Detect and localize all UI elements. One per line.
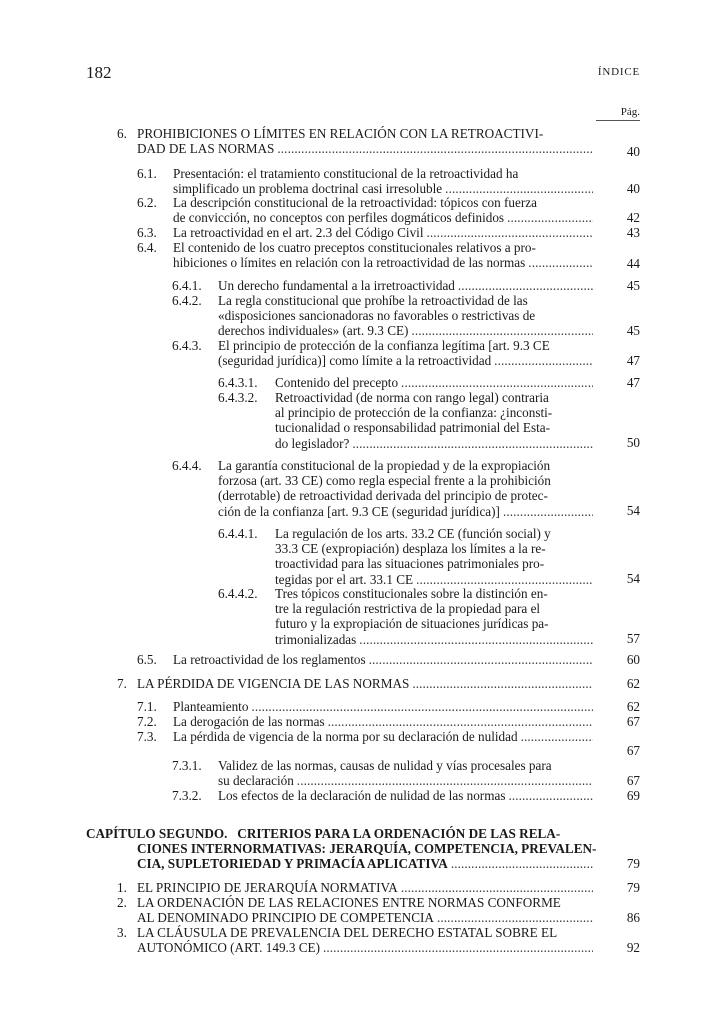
entry-number: 6.3. (137, 225, 157, 240)
leader-dots (494, 353, 593, 368)
leader-dots (277, 141, 593, 156)
entry-page: 69 (626, 788, 640, 803)
leader-dots (352, 436, 593, 451)
page-number: 182 (86, 63, 112, 82)
leader-dots (401, 880, 593, 895)
leader-dots (528, 255, 593, 270)
entry-number: 7.2. (137, 714, 157, 729)
entry-title: Contenido del precepto . . . (275, 375, 596, 390)
entry-title: LA CLÁUSULA DE PREVALENCIA DEL DERECHO ESTATAL SOBRE EL AUTONÓMICO (ART. 149.3 CE) . . . (137, 925, 596, 955)
entry-title: Tres tópicos constitucionales sobre la distinción en- tre la regulación restrictiva de la propiedad para el futuro y la expropiación de situaciones jurídicas pa- trimonializadas . . . (275, 586, 596, 647)
entry-title: Los efectos de la declaración de nulidad de las normas . . . (218, 788, 596, 803)
entry-number: 6.2. (137, 195, 157, 210)
entry-number: 7.3. (137, 729, 157, 744)
entry-page: 62 (626, 699, 640, 714)
entry-page: 86 (626, 910, 640, 925)
entry-page: 42 (626, 210, 640, 225)
entry-number: 6.4.1. (172, 278, 202, 293)
entry-page: 40 (626, 181, 640, 196)
entry-number: 6.1. (137, 166, 157, 181)
entry-page: 47 (626, 375, 640, 390)
entry-number: 6.5. (137, 652, 157, 667)
entry-title: CAPÍTULO SEGUNDO. CRITERIOS PARA LA ORDENACIÓN DE LAS RELA- CIONES INTERNORMATIVAS: JERARQUÍA, COMPETENCIA, PREVALEN- CIA, SUPLETORIEDAD Y PRIMACÍA APLICATIVA . . . (86, 826, 596, 872)
entry-number: 6. (117, 126, 127, 141)
leader-dots (503, 504, 593, 519)
leader-dots (507, 210, 593, 225)
entry-number: 1. (117, 880, 127, 895)
entry-page: 44 (626, 256, 640, 271)
leader-dots (451, 856, 593, 871)
leader-dots (297, 773, 593, 788)
entry-title: La regla constitucional que prohíbe la retroactividad de las «disposiciones sancionadoras no favorables o restrictivas de derechos individuales» (art. 9.3 CE) . . . (218, 293, 596, 339)
leader-dots (437, 910, 593, 925)
leader-dots (411, 323, 593, 338)
entry-page: 47 (626, 353, 640, 368)
entry-number: 6.4.3.1. (218, 375, 258, 390)
entry-title: EL PRINCIPIO DE JERARQUÍA NORMATIVA . . . (137, 880, 596, 895)
entry-number: 6.4.3. (172, 338, 202, 353)
entry-number: 6.4.4.2. (218, 586, 258, 601)
entry-number: 3. (117, 925, 127, 940)
leader-dots (508, 788, 593, 803)
entry-page: 79 (626, 856, 640, 871)
leader-dots (359, 632, 593, 647)
leader-dots (369, 652, 593, 667)
entry-title: La regulación de los arts. 33.2 CE (función social) y 33.3 CE (expropiación) desplaza los límites a la re- troactividad para las situaciones patrimoniales pro- tegidas por el art. 33.1 CE . . . (275, 526, 596, 587)
leader-dots (427, 225, 594, 240)
page-column-header: Pág. (596, 106, 640, 121)
entry-title: La retroactividad en el art. 2.3 del Código Civil . . . (173, 225, 596, 240)
entry-page: 54 (626, 571, 640, 586)
leader-dots (416, 572, 593, 587)
leader-dots (412, 676, 593, 691)
entry-title: La descripción constitucional de la retroactividad: tópicos con fuerza de convicción, no conceptos con perfiles dogmáticos definidos . . . (173, 195, 596, 225)
entry-title: La retroactividad de los reglamentos . . . (173, 652, 596, 667)
entry-page: 50 (626, 435, 640, 450)
entry-page: 54 (626, 503, 640, 518)
leader-dots (328, 714, 593, 729)
entry-title: Retroactividad (de norma con rango legal) contraria al principio de protección de la confianza: ¿inconsti- tucionalidad o responsabilidad patrimonial del Esta- do legislador? . . . (275, 390, 596, 451)
entry-number: 6.4.4.1. (218, 526, 258, 541)
entry-title: LA PÉRDIDA DE VIGENCIA DE LAS NORMAS . . . (137, 676, 596, 691)
entry-page: 92 (626, 940, 640, 955)
leader-dots (251, 699, 593, 714)
entry-number: 6.4.4. (172, 458, 202, 473)
entry-title: La pérdida de vigencia de la norma por su declaración de nulidad . . . (173, 729, 596, 744)
entry-number: 7.3.1. (172, 758, 202, 773)
entry-title: Validez de las normas, causas de nulidad y vías procesales para su declaración . . . (218, 758, 596, 788)
entry-page: 45 (626, 278, 640, 293)
leader-dots (401, 375, 593, 390)
entry-number: 7.3.2. (172, 788, 202, 803)
entry-page: 60 (626, 652, 640, 667)
entry-title: LA ORDENACIÓN DE LAS RELACIONES ENTRE NORMAS CONFORME AL DENOMINADO PRINCIPIO DE COMPETENCIA . . . (137, 895, 596, 925)
entry-number: 6.4.3.2. (218, 390, 258, 405)
entry-page: 43 (626, 225, 640, 240)
entry-page: 67 (626, 773, 640, 788)
entry-page: 57 (626, 631, 640, 646)
entry-title: Presentación: el tratamiento constitucional de la retroactividad ha simplificado un problema doctrinal casi irresoluble . . . (173, 166, 596, 196)
leader-dots (521, 729, 593, 744)
entry-title: Un derecho fundamental a la irretroactividad . . . (218, 278, 596, 293)
entry-number: 2. (117, 895, 127, 910)
entry-number: 7. (117, 676, 127, 691)
entry-page: 45 (626, 323, 640, 338)
entry-number: 7.1. (137, 699, 157, 714)
entry-page: 79 (626, 880, 640, 895)
leader-dots (323, 940, 593, 955)
entry-title: La garantía constitucional de la propiedad y de la expropiación forzosa (art. 33 CE) como regla especial frente a la prohibición (derrotable) de retroactividad derivada del principio de protec- ción de la confianza [art. 9.3 CE (seguridad jurídica)] . . . (218, 458, 596, 519)
entry-title: PROHIBICIONES O LÍMITES EN RELACIÓN CON LA RETROACTIVI- DAD DE LAS NORMAS . . . (137, 126, 596, 156)
entry-title: Planteamiento . . . (173, 699, 596, 714)
entry-number: 6.4. (137, 240, 157, 255)
entry-page: 67 (626, 714, 640, 729)
entry-title: El contenido de los cuatro preceptos constitucionales relativos a pro- hibiciones o límites en relación con la retroactividad de las normas . . . (173, 240, 596, 270)
entry-title: La derogación de las normas . . . (173, 714, 596, 729)
leader-dots (458, 278, 593, 293)
entry-page: 62 (626, 676, 640, 691)
entry-page: 67 (626, 743, 640, 758)
entry-number: 6.4.2. (172, 293, 202, 308)
running-head: ÍNDICE (597, 66, 640, 78)
entry-title: El principio de protección de la confianza legítima [art. 9.3 CE (seguridad jurídica)] como límite a la retroactividad . . . (218, 338, 596, 368)
entry-page: 40 (626, 144, 640, 159)
